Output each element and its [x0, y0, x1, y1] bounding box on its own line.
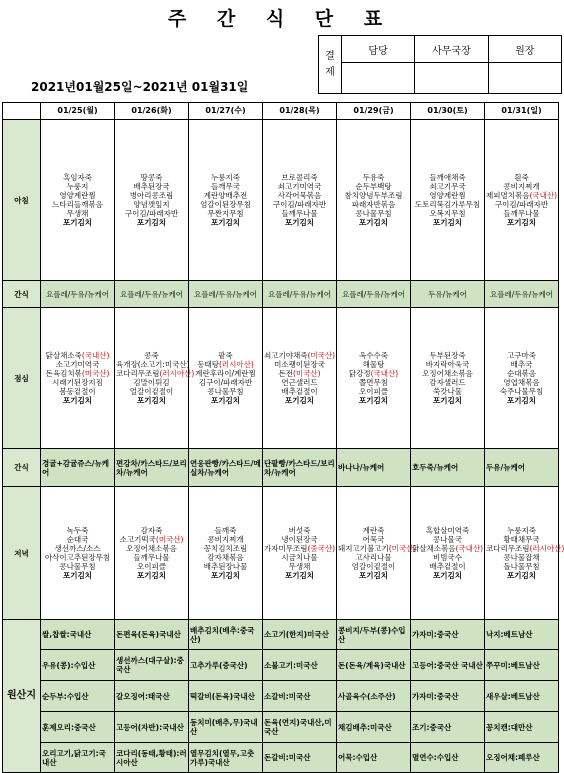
- breakfast-menu-item: 흑임자죽: [63, 173, 92, 182]
- lunch-menu-item: 소고기미역국: [55, 360, 100, 369]
- lunch-menu-item: 배추겉절이: [281, 387, 318, 396]
- lunch-menu-item: 콩죽: [144, 351, 159, 360]
- breakfast-menu-item: 포기김치: [359, 218, 388, 227]
- breakfast-menu-list: [412, 173, 483, 227]
- lunch-menu-item: 쇠고기야채죽(미국산): [264, 351, 336, 360]
- dinner-menu-item: 닭살채소볶음(국내산): [412, 544, 484, 553]
- lunch-menu-item: 옥수수죽: [359, 351, 388, 360]
- breakfast-day-cell: [189, 120, 263, 281]
- snack1-day-cell: 두유/뉴케어: [411, 281, 485, 308]
- lunch-menu-item: 포기김치: [507, 396, 536, 405]
- lunch-menu-item: 쑥갓나물: [433, 387, 462, 396]
- breakfast-menu-item: 콩나물무침: [355, 209, 392, 218]
- origin-cell: 소고기(한지)미국산: [263, 620, 337, 650]
- origin-cell: 돈편육(돈육)국내산: [115, 620, 189, 650]
- origin-cell: 소갈비:미국산: [263, 681, 337, 712]
- menu-table: [2, 102, 564, 773]
- breakfast-menu-item: 무짠지무침: [207, 209, 244, 218]
- dinner-menu-item: 콩나물무침: [59, 562, 96, 571]
- origin-cell: 돈(돈육/계육)국내산: [337, 650, 411, 681]
- breakfast-menu-item: 브로콜리죽: [281, 173, 318, 182]
- breakfast-menu-item: 구이김/파래자반: [124, 209, 179, 218]
- lunch-menu-item: 바지락아욱국: [425, 360, 470, 369]
- lunch-menu-item: 포기김치: [137, 396, 166, 405]
- snack1-day-cell: 요플레/두유/뉴케어: [115, 281, 189, 308]
- dinner-day-cell: [263, 487, 337, 620]
- dinner-menu-item: 포기김치: [359, 571, 388, 580]
- dinner-menu-item: 오징어채소볶음: [126, 544, 177, 553]
- breakfast-day-cell: [41, 120, 115, 281]
- lunch-menu-item: 두부된장죽: [429, 351, 466, 360]
- lunch-menu-item: 포기김치: [433, 396, 462, 405]
- lunch-day-cell: [337, 308, 411, 449]
- dinner-menu-item: 콩나물국: [433, 535, 462, 544]
- dinner-menu-item: 포기김치: [507, 571, 536, 580]
- breakfast-menu-item: 포기김치: [285, 218, 314, 227]
- origin-cell: 고등어:중국산 국내산: [411, 650, 485, 681]
- meal-label-snack-afternoon: 간식: [3, 449, 41, 487]
- breakfast-menu-item: 흰죽: [514, 173, 529, 182]
- origin-cell: 코다리(동태,황태):러시아산: [115, 743, 189, 773]
- snack2-day-cell: 바나나/뉴케어: [337, 449, 411, 487]
- snack1-day-cell: 요플레/두유/뉴케어: [189, 281, 263, 308]
- dinner-menu-list: [116, 526, 187, 580]
- origin-cell: 쭈꾸미:베트남산: [485, 650, 559, 681]
- breakfast-day-cell: [263, 120, 337, 281]
- approval-label: 결 제: [319, 36, 342, 94]
- origin-cell: 새우살:베트남산: [485, 681, 559, 712]
- dinner-menu-item: 포기김치: [137, 571, 166, 580]
- breakfast-day-cell: [337, 120, 411, 281]
- lunch-day-cell: [189, 308, 263, 449]
- origin-cell: 갈오징어:태국산: [115, 681, 189, 712]
- breakfast-menu-item: 포기김치: [63, 218, 92, 227]
- breakfast-menu-item: 계란양배추전: [203, 191, 248, 200]
- snack1-day-cell: 요플레/두유/뉴케어: [337, 281, 411, 308]
- origin-cell: 어묵:수입산: [337, 743, 411, 773]
- lunch-menu-item: 고구마죽: [507, 351, 536, 360]
- breakfast-menu-item: 양념깻잎지: [133, 200, 170, 209]
- day-header: 01/26(화): [115, 103, 189, 120]
- breakfast-menu-item: 들깨무나물: [503, 209, 540, 218]
- origin-cell: 가자미:중국산: [411, 681, 485, 712]
- breakfast-menu-item: 제피멸치볶음(국내산): [486, 191, 558, 200]
- breakfast-menu-item: 들깨애채죽: [429, 173, 466, 182]
- breakfast-day-cell: [411, 120, 485, 281]
- lunch-menu-item: 미소팽이된장국: [274, 360, 325, 369]
- breakfast-menu-item: 엄갈이된장무침: [200, 200, 251, 209]
- breakfast-menu-item: 느타리들깨볶음: [52, 200, 103, 209]
- breakfast-menu-list: [116, 173, 187, 227]
- origin-cell: 우유(콩):수입산: [41, 650, 115, 681]
- breakfast-menu-item: 오복지무침: [429, 209, 466, 218]
- breakfast-menu-item: 참치양념두부조림: [344, 191, 403, 200]
- dinner-menu-item: 꽁치김치조림: [203, 544, 248, 553]
- breakfast-menu-item: 누룽지: [66, 182, 89, 191]
- dinner-day-cell: [115, 487, 189, 620]
- dinner-menu-item: 흑합살미역죽: [425, 526, 470, 535]
- dinner-day-cell: [41, 487, 115, 620]
- dinner-day-cell: [485, 487, 564, 620]
- dinner-menu-item: 포기김치: [433, 571, 462, 580]
- lunch-menu-item: 오징어채소볶음: [422, 369, 473, 378]
- approval-sign-director: [488, 63, 561, 94]
- breakfast-menu-list: [486, 173, 557, 227]
- origin-cell: 채김배추:미국산: [337, 712, 411, 743]
- breakfast-day-cell: [485, 120, 559, 281]
- lunch-menu-item: 팥죽: [218, 351, 233, 360]
- dinner-menu-item: 배추겉절이: [429, 562, 466, 571]
- dinner-menu-list: [190, 526, 261, 580]
- dinner-menu-list: [486, 526, 564, 580]
- meal-label-lunch: 점심: [3, 308, 41, 449]
- meal-label-snack-morning: 간식: [3, 281, 41, 308]
- breakfast-menu-item: 들깨무나물: [281, 209, 318, 218]
- dinner-menu-item: 무생채: [288, 562, 311, 571]
- approval-sign-charge: [341, 63, 414, 94]
- lunch-menu-item: 얼갈이겉절이: [129, 387, 174, 396]
- breakfast-menu-item: 들깨무국: [211, 182, 240, 191]
- origin-cell: 생선까스(대구살):중국산: [115, 650, 189, 681]
- dinner-menu-item: 돌나물무침: [503, 562, 540, 571]
- breakfast-menu-item: 포기김치: [433, 218, 462, 227]
- breakfast-menu-list: [190, 173, 261, 227]
- breakfast-menu-list: [264, 173, 335, 227]
- snack2-day-cell: 경귤+감귤쥬스/뉴케어: [41, 449, 115, 487]
- dinner-menu-list: [42, 526, 113, 580]
- lunch-menu-item: 봄동겉절이: [59, 387, 96, 396]
- origin-cell: 떡갈비(돈육)국내산: [189, 681, 263, 712]
- snack1-day-cell: 요플레/두유/뉴케어: [263, 281, 337, 308]
- dinner-menu-item: 비빔국수: [433, 553, 462, 562]
- dinner-menu-item: 어묵국: [362, 535, 385, 544]
- dinner-menu-item: 순대국: [66, 535, 89, 544]
- lunch-menu-item: 순대볶음: [507, 369, 536, 378]
- origin-cell: 동치미(배추,무)국내산: [189, 712, 263, 743]
- breakfast-menu-item: 포기김치: [507, 218, 536, 227]
- dinner-menu-list: [412, 526, 483, 580]
- dinner-menu-item: 냉이된장국: [281, 535, 318, 544]
- snack1-day-cell: 요플레/두유/뉴케어: [41, 281, 115, 308]
- lunch-menu-list: [190, 351, 261, 405]
- page-title: 주 간 식 단 표: [167, 8, 395, 30]
- dinner-menu-item: 포기김치: [63, 571, 92, 580]
- breakfast-menu-item: 구이김/파래자반: [272, 200, 327, 209]
- lunch-menu-item: 돈전(미국산): [278, 369, 321, 378]
- lunch-menu-item: 포기김치: [359, 396, 388, 405]
- dinner-day-cell: [337, 487, 417, 620]
- lunch-day-cell: [115, 308, 195, 449]
- origin-cell: 고추가루(중국산): [189, 650, 263, 681]
- breakfast-menu-list: [42, 173, 113, 227]
- dinner-menu-item: 포기김치: [285, 571, 314, 580]
- dinner-menu-list: [338, 526, 417, 580]
- breakfast-menu-list: [338, 173, 409, 227]
- origin-cell: 돈갈비:미국산: [263, 743, 337, 773]
- snack2-day-cell: 호두죽/뉴케어: [411, 449, 485, 487]
- lunch-menu-item: 감자샐러드: [429, 378, 466, 387]
- origin-cell: 가자미:중국산: [411, 620, 485, 650]
- lunch-menu-item: 닭살채소죽(국내산): [45, 351, 110, 360]
- lunch-menu-item: 계란후라이/계란찜: [195, 369, 256, 378]
- lunch-menu-item: 닭강정(국내산): [348, 369, 399, 378]
- origin-cell: 콩비지/두부(콩)수입산: [337, 620, 411, 650]
- lunch-menu-item: 쫄면무침: [359, 378, 388, 387]
- lunch-menu-list: [338, 351, 409, 405]
- snack2-day-cell: 연웅판빵/카스타드/메실차/뉴케어: [189, 449, 263, 487]
- breakfast-menu-item: 영양계란찜: [429, 191, 466, 200]
- snack2-day-cell: 단팥빵/카스타드/보리차/뉴케어: [263, 449, 337, 487]
- snack2-day-cell: 두유/뉴케어: [485, 449, 559, 487]
- breakfast-menu-item: 파래자반볶음: [351, 200, 396, 209]
- origin-cell: 오징어채:페루산: [485, 743, 559, 773]
- origin-cell: 오리고기,닭고기:국내산: [41, 743, 115, 773]
- origin-cell: 멸연수:수입산: [411, 743, 485, 773]
- breakfast-menu-item: 도토리묵김가루무침: [414, 200, 481, 209]
- day-header: 01/29(금): [337, 103, 411, 120]
- lunch-menu-list: [116, 351, 195, 405]
- lunch-menu-list: [412, 351, 483, 405]
- dinner-menu-item: 포기김치: [211, 571, 240, 580]
- snack1-day-cell: 요플레/두유/뉴케어: [485, 281, 559, 308]
- breakfast-menu-item: 영양계란찜: [59, 191, 96, 200]
- meal-label-dinner: 저녁: [3, 487, 41, 620]
- lunch-menu-item: 포기김치: [211, 396, 240, 405]
- lunch-menu-item: 오이피클: [359, 387, 388, 396]
- lunch-menu-item: 육개장(소고기:미국산): [116, 360, 190, 369]
- lunch-menu-item: 포기김치: [63, 396, 92, 405]
- day-header: 01/25(월): [41, 103, 115, 120]
- dinner-menu-item: 누룽지죽: [507, 526, 536, 535]
- dinner-menu-item: 콩나물잡채: [503, 553, 540, 562]
- dinner-menu-item: 엄갈이겉절이: [351, 562, 396, 571]
- dinner-menu-item: 들깨무나물: [133, 553, 170, 562]
- breakfast-menu-item: 땅콩죽: [140, 173, 163, 182]
- dinner-menu-item: 버섯죽: [288, 526, 311, 535]
- origin-cell: 배추김치(배추:중국산): [189, 620, 263, 650]
- day-header: 01/27(수): [189, 103, 263, 120]
- approval-box: [318, 35, 562, 94]
- dinner-menu-item: 황태채무국: [503, 535, 540, 544]
- lunch-day-cell: [411, 308, 485, 449]
- dinner-menu-item: 콩비지찌개: [207, 535, 244, 544]
- dinner-menu-item: 오이피클: [137, 562, 166, 571]
- dinner-menu-item: 생선까스/소스: [54, 544, 101, 553]
- breakfast-menu-item: 사각어묵볶음: [277, 191, 322, 200]
- dinner-menu-item: 배추된장나물: [203, 562, 248, 571]
- lunch-menu-item: 배추국: [510, 360, 533, 369]
- breakfast-menu-item: 구이김/파래자반: [494, 200, 549, 209]
- origin-cell: 순두부:수입산: [41, 681, 115, 712]
- origin-cell: 돈육(연지)국내산,미국산: [263, 712, 337, 743]
- origin-cell: 조기:중국산: [411, 712, 485, 743]
- dinner-menu-item: 계란죽: [362, 526, 385, 535]
- breakfast-day-cell: [115, 120, 189, 281]
- breakfast-menu-item: 포기김치: [137, 218, 166, 227]
- origin-cell: 열무김치(열무,고춧가루)국내산: [189, 743, 263, 773]
- lunch-menu-item: 연근샐러드: [281, 378, 318, 387]
- lunch-menu-item: 영엽채볶음: [503, 378, 540, 387]
- lunch-menu-item: 김말이튀김: [133, 378, 170, 387]
- approval-header-secretary: 사무국장: [415, 36, 488, 63]
- approval-header-director: 원장: [488, 36, 561, 63]
- lunch-menu-item: 돈육김치볶(미국산): [45, 369, 110, 378]
- origin-cell: 쌀,찹쌀:국내산: [41, 620, 115, 650]
- dinner-menu-item: 들깨죽: [214, 526, 237, 535]
- lunch-day-cell: [41, 308, 115, 449]
- day-header: 01/28(목): [263, 103, 337, 120]
- lunch-menu-item: 숙주나물무침: [499, 387, 544, 396]
- dinner-menu-item: 돼지고기불고기(미국산): [338, 544, 417, 553]
- dinner-menu-item: 코다리무조림(러시아산): [486, 544, 564, 553]
- lunch-menu-item: 시래기된장지짐: [52, 378, 103, 387]
- dinner-menu-item: 소고기떡국(미국산): [119, 535, 184, 544]
- lunch-menu-list: [486, 351, 557, 405]
- dinner-menu-item: 감자죽: [140, 526, 163, 535]
- lunch-menu-item: 동태탕(러시아산): [197, 360, 254, 369]
- origin-cell: 꽁치캔:대만산: [485, 712, 559, 743]
- period-label: 2021년01월25일~2021년 01월31일: [31, 80, 249, 94]
- dinner-menu-item: 가자미무조림(중국산): [264, 544, 336, 553]
- breakfast-menu-item: 두유죽: [362, 173, 385, 182]
- lunch-menu-list: [42, 351, 113, 405]
- snack2-day-cell: 편강차/카스타드/보리차/뉴케어: [115, 449, 189, 487]
- breakfast-menu-item: 병아리콩조림: [129, 191, 174, 200]
- breakfast-menu-item: 순두부백탕: [355, 182, 392, 191]
- lunch-menu-item: 김구이/파래자반: [198, 378, 253, 387]
- dinner-menu-item: 아삭이고추된장무침: [44, 553, 111, 562]
- lunch-day-cell: [263, 308, 337, 449]
- corner-cell: [3, 103, 41, 120]
- breakfast-menu-item: 배추된장국: [133, 182, 170, 191]
- origin-cell: 낙지:베트남산: [485, 620, 559, 650]
- breakfast-menu-item: 쇠고기미역국: [277, 182, 322, 191]
- dinner-menu-item: 감자채볶음: [207, 553, 244, 562]
- origin-cell: 고등어(자반):국내산: [115, 712, 189, 743]
- breakfast-menu-item: 누룽지죽: [211, 173, 240, 182]
- dinner-menu-item: 녹두죽: [66, 526, 89, 535]
- day-header: 01/31(일): [485, 103, 559, 120]
- lunch-menu-item: 해물탕: [362, 360, 385, 369]
- dinner-menu-item: 고사리나물: [355, 553, 392, 562]
- lunch-menu-list: [264, 351, 335, 405]
- approval-header-charge: 담당: [341, 36, 414, 63]
- dinner-day-cell: [189, 487, 263, 620]
- day-header: 01/30(토): [411, 103, 485, 120]
- breakfast-menu-item: 콩비지찌개: [503, 182, 540, 191]
- meal-label-origin: 원산지: [3, 620, 41, 773]
- dinner-day-cell: [411, 487, 485, 620]
- breakfast-menu-item: 무생채: [66, 209, 89, 218]
- breakfast-menu-item: 쇠고기무국: [429, 182, 466, 191]
- approval-sign-secretary: [415, 63, 488, 94]
- dinner-menu-list: [264, 526, 335, 580]
- origin-cell: 소불고기:미국산: [263, 650, 337, 681]
- lunch-menu-item: 코다리무조림(러시아산): [116, 369, 195, 378]
- meal-label-breakfast: 아침: [3, 120, 41, 281]
- lunch-menu-item: 포기김치: [285, 396, 314, 405]
- dinner-menu-item: 시금치나물: [281, 553, 318, 562]
- origin-cell: 훈제오리:중국산: [41, 712, 115, 743]
- breakfast-menu-item: 포기김치: [211, 218, 240, 227]
- lunch-day-cell: [485, 308, 559, 449]
- origin-cell: 사골육수(소주산): [337, 681, 411, 712]
- lunch-menu-item: 콩나물무침: [207, 387, 244, 396]
